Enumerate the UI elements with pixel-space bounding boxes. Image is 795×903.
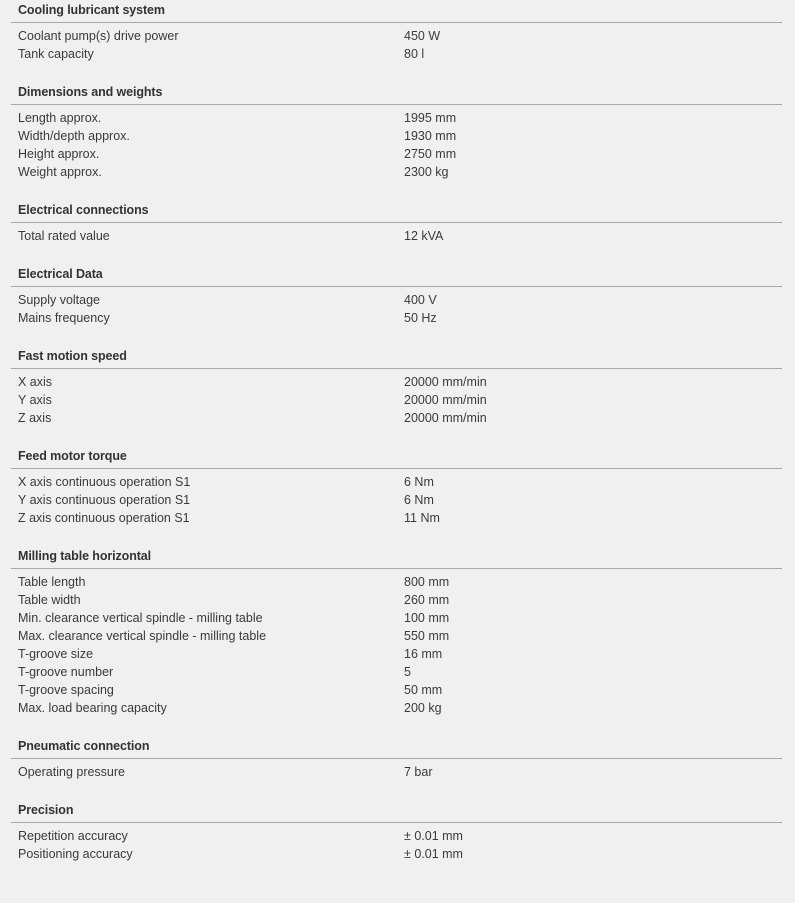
spec-value: 450 W bbox=[404, 29, 441, 43]
section-gap bbox=[11, 63, 782, 82]
spec-value: ± 0.01 mm bbox=[404, 847, 463, 861]
section-title: Feed motor torque bbox=[18, 449, 127, 463]
spec-row bbox=[11, 573, 782, 591]
spec-label: Length approx. bbox=[18, 111, 102, 125]
spec-label: Total rated value bbox=[18, 229, 110, 243]
section-header bbox=[11, 264, 782, 287]
section-title: Pneumatic connection bbox=[18, 739, 150, 753]
section-gap bbox=[11, 717, 782, 736]
spec-row bbox=[11, 827, 782, 845]
section-fast-motion-speed bbox=[11, 346, 782, 446]
section-precision bbox=[11, 800, 782, 863]
section-gap bbox=[11, 527, 782, 546]
spec-row bbox=[11, 127, 782, 145]
section-title: Electrical Data bbox=[18, 267, 103, 281]
spec-row bbox=[11, 473, 782, 491]
section-feed-motor-torque bbox=[11, 446, 782, 546]
section-header bbox=[11, 200, 782, 223]
spec-label: Y axis bbox=[18, 393, 52, 407]
spec-label: Repetition accuracy bbox=[18, 829, 128, 843]
spec-value: 550 mm bbox=[404, 629, 450, 643]
spec-row bbox=[11, 845, 782, 863]
spec-label: Z axis continuous operation S1 bbox=[18, 511, 190, 525]
spec-label: Max. clearance vertical spindle - milling table bbox=[18, 629, 267, 643]
spec-label: Operating pressure bbox=[18, 765, 126, 779]
spec-value: 2300 kg bbox=[404, 165, 449, 179]
spec-rows bbox=[11, 823, 782, 863]
spec-row bbox=[11, 491, 782, 509]
spec-value: 80 l bbox=[404, 47, 425, 61]
spec-label: Positioning accuracy bbox=[18, 847, 133, 861]
section-gap bbox=[11, 181, 782, 200]
spec-row bbox=[11, 45, 782, 63]
spec-row bbox=[11, 309, 782, 327]
section-title: Cooling lubricant system bbox=[18, 3, 165, 17]
spec-label: X axis continuous operation S1 bbox=[18, 475, 191, 489]
section-header bbox=[11, 0, 782, 23]
spec-value: 11 Nm bbox=[404, 511, 440, 525]
spec-label: T-groove spacing bbox=[18, 683, 114, 697]
spec-row bbox=[11, 409, 782, 427]
section-title: Dimensions and weights bbox=[18, 85, 163, 99]
spec-rows bbox=[11, 759, 782, 781]
spec-row bbox=[11, 645, 782, 663]
section-electrical-connections bbox=[11, 200, 782, 264]
spec-value: 16 mm bbox=[404, 647, 443, 661]
spec-label: Table length bbox=[18, 575, 86, 589]
spec-value: 1930 mm bbox=[404, 129, 457, 143]
spec-rows bbox=[11, 105, 782, 181]
spec-value: 12 kVA bbox=[404, 229, 444, 243]
section-cooling-lubricant-system bbox=[11, 0, 782, 82]
spec-value: 50 mm bbox=[404, 683, 443, 697]
section-gap bbox=[11, 781, 782, 800]
section-title: Milling table horizontal bbox=[18, 549, 152, 563]
spec-label: Max. load bearing capacity bbox=[18, 701, 167, 715]
section-electrical-data bbox=[11, 264, 782, 346]
section-header bbox=[11, 800, 782, 823]
section-header bbox=[11, 446, 782, 469]
spec-rows bbox=[11, 223, 782, 245]
spec-row bbox=[11, 109, 782, 127]
spec-label: Min. clearance vertical spindle - milling table bbox=[18, 611, 263, 625]
section-gap bbox=[11, 327, 782, 346]
spec-label: Tank capacity bbox=[18, 47, 94, 61]
spec-label: Y axis continuous operation S1 bbox=[18, 493, 191, 507]
spec-label: Supply voltage bbox=[18, 293, 101, 307]
spec-label: X axis bbox=[18, 375, 53, 389]
spec-row bbox=[11, 391, 782, 409]
spec-label: Z axis bbox=[18, 411, 52, 425]
section-title: Electrical connections bbox=[18, 203, 149, 217]
section-gap bbox=[11, 245, 782, 264]
spec-row bbox=[11, 145, 782, 163]
section-gap bbox=[11, 427, 782, 446]
spec-rows bbox=[11, 369, 782, 427]
spec-value: 400 V bbox=[404, 293, 437, 307]
spec-value: 7 bar bbox=[404, 765, 433, 779]
spec-row bbox=[11, 291, 782, 309]
spec-value: 50 Hz bbox=[404, 311, 437, 325]
spec-value: 6 Nm bbox=[404, 475, 434, 489]
spec-value: 1995 mm bbox=[404, 111, 457, 125]
spec-row bbox=[11, 163, 782, 181]
section-header bbox=[11, 546, 782, 569]
spec-row bbox=[11, 591, 782, 609]
spec-value: 100 mm bbox=[404, 611, 450, 625]
spec-value: 260 mm bbox=[404, 593, 450, 607]
spec-rows bbox=[11, 23, 782, 63]
spec-row bbox=[11, 699, 782, 717]
spec-value: 20000 mm/min bbox=[404, 375, 487, 389]
spec-row bbox=[11, 627, 782, 645]
spec-label: Coolant pump(s) drive power bbox=[18, 29, 179, 43]
spec-label: T-groove number bbox=[18, 665, 114, 679]
spec-label: Height approx. bbox=[18, 147, 100, 161]
spec-row bbox=[11, 27, 782, 45]
section-milling-table-horizontal bbox=[11, 546, 782, 736]
spec-row bbox=[11, 609, 782, 627]
spec-rows bbox=[11, 569, 782, 717]
spec-label: Mains frequency bbox=[18, 311, 110, 325]
spec-rows bbox=[11, 287, 782, 327]
spec-row bbox=[11, 373, 782, 391]
spec-label: Width/depth approx. bbox=[18, 129, 130, 143]
spec-value: ± 0.01 mm bbox=[404, 829, 463, 843]
section-title: Fast motion speed bbox=[18, 349, 127, 363]
spec-value: 6 Nm bbox=[404, 493, 434, 507]
section-title: Precision bbox=[18, 803, 74, 817]
spec-label: T-groove size bbox=[18, 647, 94, 661]
spec-value: 20000 mm/min bbox=[404, 411, 487, 425]
spec-row bbox=[11, 763, 782, 781]
spec-value: 5 bbox=[404, 665, 411, 679]
spec-row bbox=[11, 681, 782, 699]
section-dimensions-and-weights bbox=[11, 82, 782, 200]
spec-rows bbox=[11, 469, 782, 527]
section-header bbox=[11, 346, 782, 369]
section-header bbox=[11, 82, 782, 105]
spec-value: 800 mm bbox=[404, 575, 450, 589]
spec-value: 20000 mm/min bbox=[404, 393, 487, 407]
spec-row bbox=[11, 227, 782, 245]
spec-value: 2750 mm bbox=[404, 147, 457, 161]
section-pneumatic-connection bbox=[11, 736, 782, 800]
spec-row bbox=[11, 663, 782, 681]
spec-value: 200 kg bbox=[404, 701, 442, 715]
spec-label: Weight approx. bbox=[18, 165, 102, 179]
spec-row bbox=[11, 509, 782, 527]
section-header bbox=[11, 736, 782, 759]
spec-label: Table width bbox=[18, 593, 81, 607]
